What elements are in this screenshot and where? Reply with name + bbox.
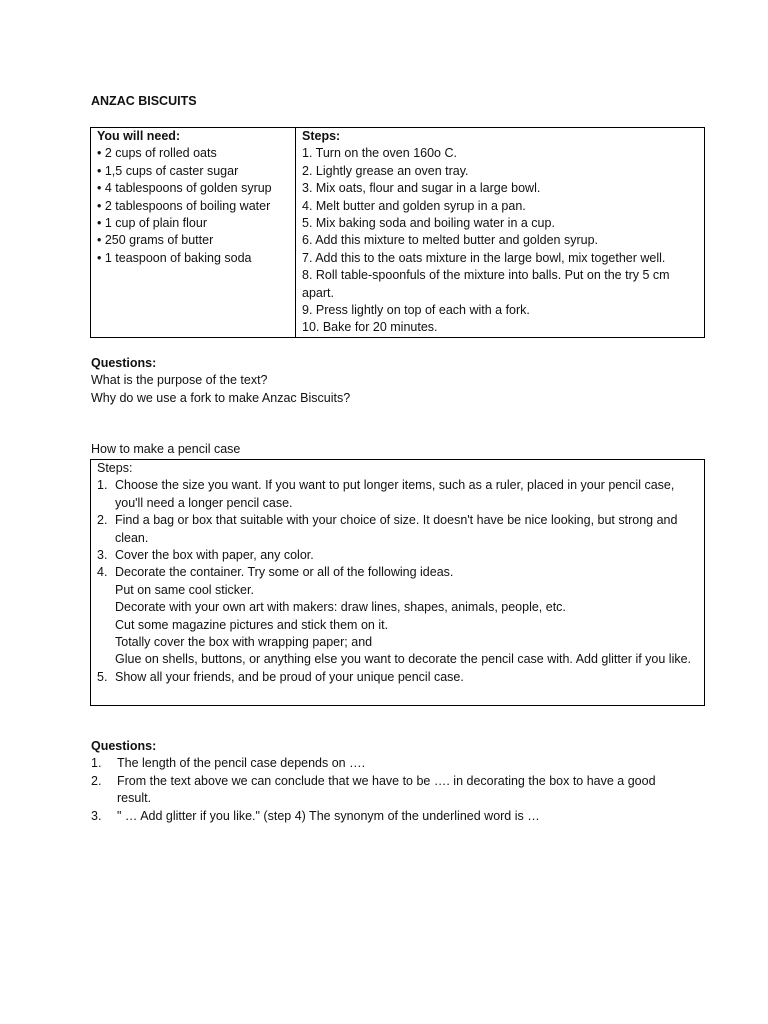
ingredient-item: • 2 tablespoons of boiling water bbox=[97, 198, 271, 213]
pencil-case-title: How to make a pencil case bbox=[91, 442, 241, 456]
pencil-step: 1. Choose the size you want. If you want to put longer items, such as a ruler, placed in your pencil case, you'll need a longer pencil case. bbox=[97, 478, 675, 510]
idea-item: Glue on shells, buttons, or anything else you want to decorate the pencil case with. Add glitter if you like. bbox=[115, 652, 692, 667]
ingredients-cell bbox=[91, 128, 296, 338]
pencil-question: 3. " … Add glitter if you like." (step 4) The synonym of the underlined word is … bbox=[91, 808, 540, 823]
recipe-step: 5. Mix baking soda and boiling water in a cup. bbox=[302, 216, 555, 231]
recipe-step: 4. Melt butter and golden syrup in a pan. bbox=[302, 198, 526, 213]
pencil-case-steps-box bbox=[90, 459, 705, 706]
recipe-step: 6. Add this mixture to melted butter and golden syrup. bbox=[302, 233, 599, 248]
recipe-question: What is the purpose of the text? bbox=[91, 373, 268, 388]
recipe-step: 2. Lightly grease an oven tray. bbox=[302, 163, 469, 178]
ingredient-item: • 4 tablespoons of golden syrup bbox=[97, 181, 272, 196]
recipe-step: 1. Turn on the oven 160o C. bbox=[302, 146, 457, 161]
ingredient-item: • 1,5 cups of caster sugar bbox=[97, 163, 239, 178]
ingredient-item: • 1 teaspoon of baking soda bbox=[97, 250, 252, 265]
pencil-case-steps-header: Steps: bbox=[97, 461, 133, 475]
idea-item: Cut some magazine pictures and stick them on it. bbox=[115, 617, 389, 632]
pencil-step: 3. Cover the box with paper, any color. bbox=[97, 548, 314, 563]
steps-header: Steps: bbox=[302, 129, 341, 143]
recipe-step: 3. Mix oats, flour and sugar in a large bowl. bbox=[302, 181, 541, 196]
idea-item: Put on same cool sticker. bbox=[115, 582, 254, 597]
pencil-step: 4. Decorate the container. Try some or all of the following ideas. Put on same cool sticker. Decorate with your own art with makers: draw lines, shapes, animals, people, etc. Cut some magazine pictures and stick them on it. Totally cover the box with wrapping paper; and Glue on shells, buttons, or anything else you want to decorate the pencil case with. Add glitter if you like. bbox=[97, 564, 698, 668]
pencil-questions-list bbox=[91, 755, 691, 825]
recipe-questions bbox=[91, 355, 350, 407]
pencil-question: 2. From the text above we can conclude that we have to be …. in decorating the box to have a good result. bbox=[91, 773, 656, 806]
pencil-case-questions bbox=[91, 738, 691, 825]
recipe-questions-header: Questions: bbox=[91, 356, 157, 370]
pencil-step: 2. Find a bag or box that suitable with your choice of size. It doesn't have be nice looking, but strong and clean. bbox=[97, 513, 678, 545]
recipe-steps-list bbox=[302, 145, 698, 336]
recipe-table bbox=[90, 127, 705, 338]
ingredients-header: You will need: bbox=[97, 129, 181, 143]
steps-cell bbox=[296, 128, 705, 338]
recipe-question: Why do we use a fork to make Anzac Biscuits? bbox=[91, 390, 351, 405]
idea-item: Decorate with your own art with makers: draw lines, shapes, animals, people, etc. bbox=[115, 600, 566, 615]
ingredients-list bbox=[97, 145, 289, 267]
recipe-step: 10. Bake for 20 minutes. bbox=[302, 320, 438, 335]
pencil-questions-header: Questions: bbox=[91, 739, 157, 753]
ingredient-item: • 2 cups of rolled oats bbox=[97, 146, 217, 161]
ingredient-item: • 1 cup of plain flour bbox=[97, 216, 207, 231]
pencil-case-steps-list bbox=[97, 477, 698, 686]
recipe-step: 9. Press lightly on top of each with a fork. bbox=[302, 303, 530, 318]
recipe-step: 8. Roll table-spoonfuls of the mixture into balls. Put on the try 5 cm apart. bbox=[302, 268, 670, 300]
pencil-step: 5. Show all your friends, and be proud of your unique pencil case. bbox=[97, 669, 464, 684]
idea-item: Totally cover the box with wrapping paper; and bbox=[115, 635, 373, 650]
pencil-question: 1. The length of the pencil case depends on …. bbox=[91, 756, 366, 771]
decorate-ideas bbox=[115, 582, 698, 669]
recipe-title: ANZAC BISCUITS bbox=[91, 94, 197, 108]
recipe-step: 7. Add this to the oats mixture in the large bowl, mix together well. bbox=[302, 250, 666, 265]
ingredient-item: • 250 grams of butter bbox=[97, 233, 214, 248]
